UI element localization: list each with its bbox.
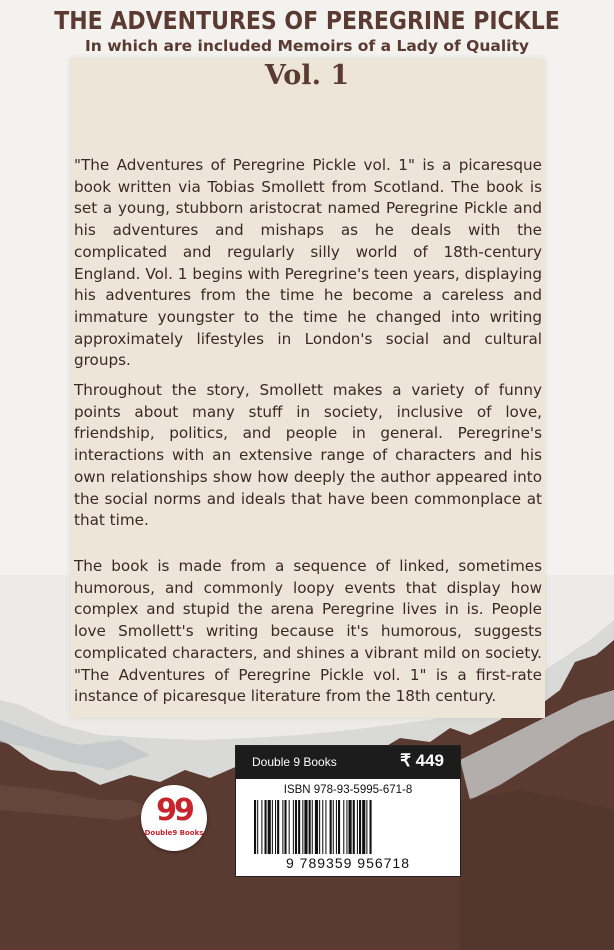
blurb-paragraph-1: "The Adventures of Peregrine Pickle vol. 1" is a picaresque book written via Tobias Smollett from Scotland. The book is set a young, stubborn aristocrat named Peregrine Pickle and his adventures and mishaps as he deals with the complicated and regularly silly world of 18th-century England. Vol. 1 begins with Peregrine's teen years, displaying his adventures from the time he become a careless and immature youngster to the time he changed into writing approximately lifestyles in London's social and cultural groups.: [74, 156, 542, 370]
publisher-logo: [141, 785, 207, 851]
isbn-label: ISBN 978-93-5995-671-8: [283, 784, 413, 796]
logo-mark: 99: [156, 793, 192, 828]
publisher-name: Double 9 Books: [252, 755, 337, 769]
barcode-digits: 9 789359 956718: [286, 855, 410, 871]
blurb-paragraph-3: The book is made from a sequence of linked, sometimes humorous, and commonly loopy events that display how complex and stupid the arena Peregrine lives in is. People love Smollett's writing because it's humorous, suggests complicated characters, and shines a vibrant mild on society. "The Adventures of Peregrine Pickle vol. 1" is a first-rate instance of picaresque literature from the 18th century.: [74, 557, 542, 706]
price-label: ₹ 449: [400, 751, 444, 770]
barcode-icon: [254, 800, 444, 854]
barcode-header: [236, 746, 460, 779]
blurb-paragraph-2: Throughout the story, Smollett makes a variety of funny points about many stuff in society, inclusive of love, friendship, politics, and people in general. Peregrine's interactions with an extensive range of characters and his own relationships show how deeply the author appeared into the social norms and ideals that have been commonplace at that time.: [74, 381, 542, 530]
logo-text: Double9 Books: [144, 829, 204, 837]
volume-label: Vol. 1: [264, 60, 350, 91]
barcode-box: [235, 745, 461, 877]
book-subtitle: In which are included Memoirs of a Lady of Quality: [85, 37, 529, 55]
book-title: THE ADVENTURES OF PEREGRINE PICKLE: [54, 6, 560, 35]
